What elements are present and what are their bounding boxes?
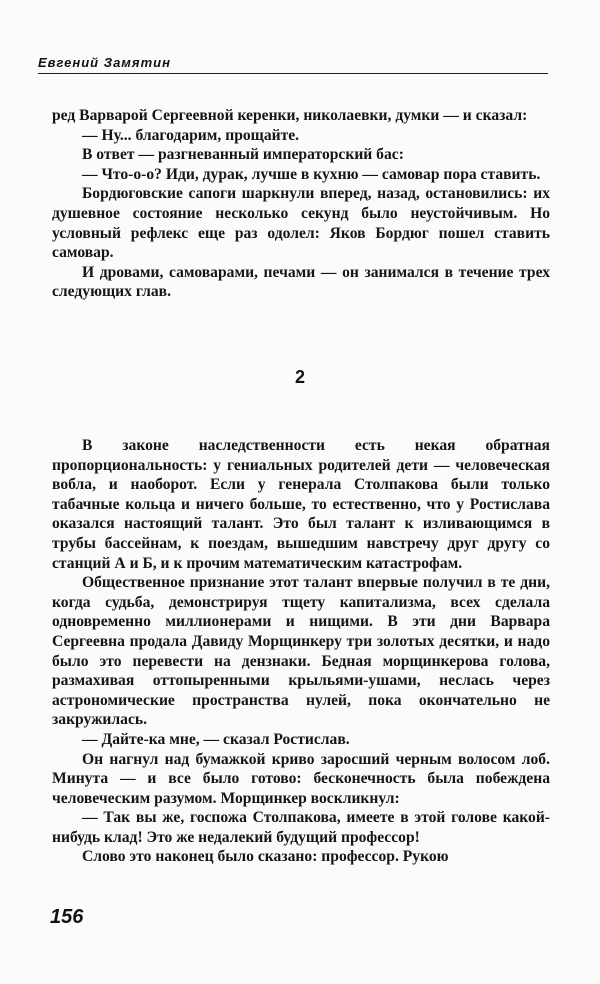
paragraph: Он нагнул над бумажкой криво заросший черным волосом лоб. Минута — и все было готово: бесконечность была побеждена человеческим разумом. Морщинкер воскликнул: <box>52 750 550 807</box>
paragraph: Общественное признание этот талант впервые получил в те дни, когда судьба, демонстрируя тщету капитализма, всех сделала одновременно миллионерами и нищими. В эти дни Варвара Сергеевна продала Давиду Морщинкеру три золотых десятки, и надо было это перевести на дензнаки. Бедная морщинкерова голова, размахивая оттопыренными крыльями-ушами, неслась через астрономические пространства нулей, пока окончательно не закружилась. <box>52 574 550 729</box>
paragraph: В ответ — разгневанный императорский бас: <box>82 146 404 164</box>
paragraph: — Дайте-ка мне, — сказал Ростислав. <box>82 730 350 748</box>
paragraph: — Что-о-о? Иди, дурак, лучше в кухню — самовар пора ставить. <box>82 165 541 183</box>
paragraph: В законе наследственности есть некая обратная пропорциональность: у гениальных родителей дети — человеческая вобла, и наоборот. Если у генерала Столпакова были только табачные кольца и ничего больше, то естественно, что у Ростислава оказался настоящий талант. Это был талант к изливающимся в трубы бассейнам, к поездам, вышедшим навстречу друг другу со станций А и Б, и к прочим математическим катастрофам. <box>52 437 550 572</box>
paragraph: ред Варварой Сергеевной керенки, николаевки, думки — и сказал: <box>52 107 528 124</box>
section-1-text <box>52 106 550 302</box>
paragraph: — Ну... благодарим, прощайте. <box>82 126 300 144</box>
paragraph: Бордюговские сапоги шаркнули вперед, назад, остановились: их душевное состояние несколько секунд было неустойчивым. Но условный рефлекс еще раз одолел: Яков Бордюг пошел ставить самовар. <box>52 185 550 262</box>
section-2-text <box>52 436 550 867</box>
chapter-number: 2 <box>294 367 305 387</box>
paragraph: Слово это наконец было сказано: профессор. Рукою <box>82 848 449 866</box>
paragraph: И дровами, самоварами, печами — он занимался в течение трех следующих глав. <box>52 263 550 301</box>
header-author: Евгений Замятин <box>38 55 171 70</box>
running-header <box>38 55 548 74</box>
page-number: 156 <box>50 906 84 928</box>
paragraph: — Так вы же, госпожа Столпакова, имеете в этой голове какой-нибудь клад! Это же недалекий будущий профессор! <box>52 809 550 846</box>
